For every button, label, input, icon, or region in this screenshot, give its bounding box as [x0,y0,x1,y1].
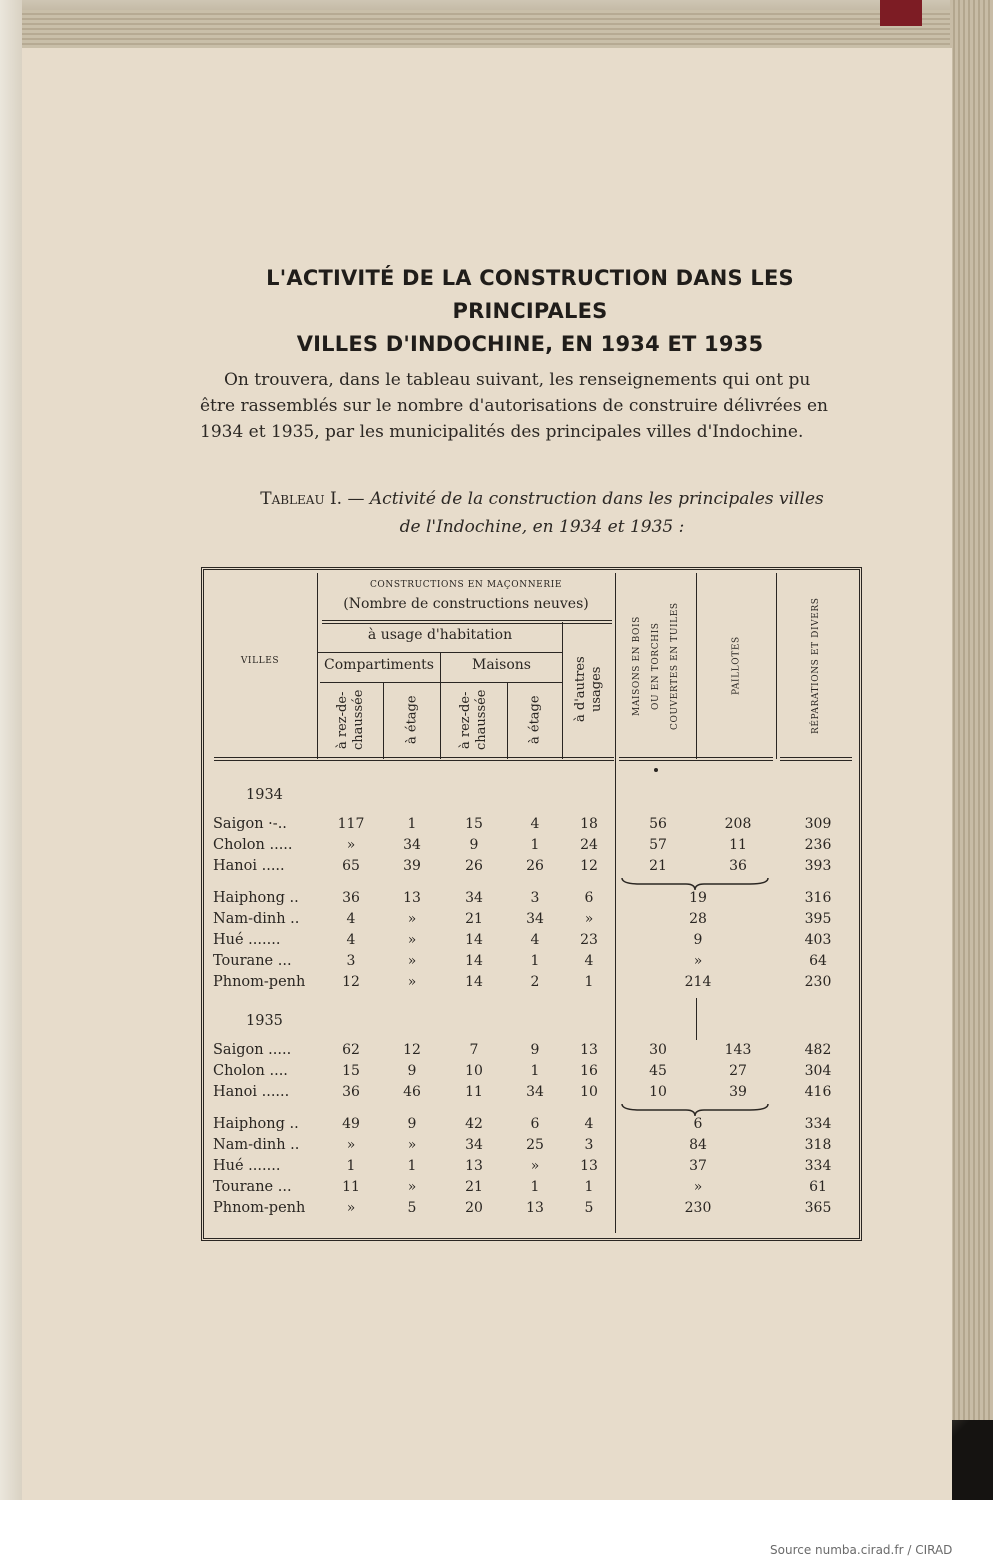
table-cell-m-rdc: 42 [465,1116,483,1132]
table-cell-c-et: 5 [407,1200,417,1216]
leader-dots: .. [285,1137,300,1153]
caption-text-2: de l'Indochine, en 1934 et 1935 : [399,517,685,537]
header-reparations: RÉPARATIONS ET DIVERS [811,597,821,735]
city-name [213,890,299,906]
caption-text: Activité de la construction dans les principales villes [369,489,824,509]
table-cell-m-et: » [530,1158,540,1174]
city-label: Tourane [213,953,274,969]
table-cell-m-et: 1 [530,953,540,969]
table-cell-rep: 395 [804,911,832,927]
city-label: Hanoi [213,1084,257,1100]
table-cell-m-rdc: 34 [465,1137,483,1153]
city-name [213,911,299,927]
table-cell-c-rdc: 36 [342,890,360,906]
table-cell-m-et: 4 [530,932,540,948]
header-comp-etage: à étage [404,695,420,745]
table-cell-c-rdc: 36 [342,1084,360,1100]
table-cell-bois: 21 [649,858,667,874]
table-cell-autres: 18 [580,816,598,832]
table-cell-m-et: 25 [526,1137,544,1153]
rule [318,652,562,653]
table-cell-m-rdc: 11 [465,1084,483,1100]
table-cell-paill: 11 [729,837,747,853]
city-name [213,816,287,832]
city-name [213,953,292,969]
table-cell-m-rdc: 14 [465,974,483,990]
table-cell-m-et: 1 [530,1063,540,1079]
table-cell-m-et: 3 [530,890,540,906]
table-cell-c-et: » [407,1137,417,1153]
intro-paragraph [200,367,862,445]
table-cell-c-et: 46 [403,1084,421,1100]
table-cell-rep: 236 [804,837,832,853]
city-label: Hanoi [213,858,257,874]
table-cell-rep: 482 [804,1042,832,1058]
table-cell-merged: 28 [689,911,707,927]
city-label: Hué [213,932,244,948]
table-cell-autres: 23 [580,932,598,948]
table-cell-rep: 230 [804,974,832,990]
leader-dots: ....... [243,1158,281,1174]
table-cell-c-et: 9 [407,1063,417,1079]
header-mais-etage: à étage [527,695,543,745]
city-label: Cholon [213,1063,265,1079]
leader-dots: .... [264,1063,288,1079]
leader-dots: ..... [264,837,293,853]
brace-mark [620,876,770,892]
city-name [213,858,285,874]
source-credit: Source numba.cirad.fr / CIRAD [770,1543,953,1557]
table-cell-autres: 13 [580,1042,598,1058]
city-label: Saigon [213,816,264,832]
rule [214,757,614,761]
table-cell-c-rdc: 49 [342,1116,360,1132]
table-cell-m-rdc: 10 [465,1063,483,1079]
table-cell-merged: 6 [693,1116,703,1132]
table-cell-rep: 304 [804,1063,832,1079]
year-heading: 1935 [246,1013,283,1029]
table-cell-rep: 393 [804,858,832,874]
table-cell-m-rdc: 9 [469,837,479,853]
city-label: Cholon [213,837,265,853]
table-cell-m-rdc: 21 [465,911,483,927]
table-cell-rep: 334 [804,1158,832,1174]
table-cell-rep: 61 [809,1179,827,1195]
table-cell-autres: 4 [584,953,594,969]
table-cell-c-rdc: » [346,837,356,853]
table-cell-c-et: » [407,953,417,969]
page-title [190,262,870,361]
city-name [213,1137,299,1153]
table-cell-m-et: 34 [526,1084,544,1100]
city-name [213,1084,289,1100]
ink-dot [654,768,658,772]
city-name [213,974,305,990]
header-autres-usages: à d'autres usages [573,656,604,722]
table-cell-c-rdc: 117 [337,816,365,832]
table-cell-rep: 416 [804,1084,832,1100]
table-cell-c-rdc: 1 [346,1158,356,1174]
table-cell-c-et: 1 [407,816,417,832]
table-cell-c-rdc: 62 [342,1042,360,1058]
table-cell-autres: 5 [584,1200,594,1216]
table-cell-autres: 1 [584,974,594,990]
city-label: Hué [213,1158,244,1174]
header-maconnerie: CONSTRUCTIONS EN MAÇONNERIE [369,580,563,590]
rule [320,682,562,683]
table-cell-autres: 24 [580,837,598,853]
caption-label: Tableau I. — [260,489,365,509]
rule [780,757,852,761]
table-cell-rep: 403 [804,932,832,948]
table-cell-c-et: 12 [403,1042,421,1058]
header-comp-rdc: à rez-de-chaussée [335,689,366,751]
year-heading: 1934 [246,787,283,803]
table-cell-autres: 4 [584,1116,594,1132]
city-label: Nam-dinh [213,911,286,927]
table-cell-m-et: 13 [526,1200,544,1216]
table-cell-c-rdc: 3 [346,953,356,969]
table-cell-rep: 309 [804,816,832,832]
city-label: Haiphong [213,1116,285,1132]
leader-dots: ....... [243,932,281,948]
table-cell-c-et: » [407,911,417,927]
rule [696,998,697,1040]
table-cell-c-et: 34 [403,837,421,853]
table-cell-m-rdc: 21 [465,1179,483,1195]
city-name [213,1063,288,1079]
table-cell-merged: 19 [689,890,707,906]
city-label: Saigon [213,1042,264,1058]
table-cell-paill: 36 [729,858,747,874]
table-cell-autres: 1 [584,1179,594,1195]
city-name [213,1116,299,1132]
leader-dots: ... [273,953,292,969]
table-cell-merged: » [693,1179,703,1195]
table-cell-paill: 27 [729,1063,747,1079]
header-villes: VILLES [240,656,280,666]
rule [619,757,773,761]
table-cell-c-et: » [407,1179,417,1195]
table-cell-m-et: 6 [530,1116,540,1132]
table-cell-rep: 334 [804,1116,832,1132]
intro-line: On trouvera, dans le tableau suivant, les renseignements qui ont pu [224,370,811,390]
table-cell-m-rdc: 20 [465,1200,483,1216]
table-cell-merged: 9 [693,932,703,948]
leader-dots: ·-.. [263,816,287,832]
table-cell-autres: 16 [580,1063,598,1079]
table-cell-c-rdc: 4 [346,911,356,927]
table-cell-m-et: 1 [530,837,540,853]
table-cell-c-rdc: » [346,1137,356,1153]
table-cell-merged: 37 [689,1158,707,1174]
title-line-1: L'ACTIVITÉ DE LA CONSTRUCTION DANS LES PRINCIPALES [266,266,794,323]
table-cell-c-rdc: 12 [342,974,360,990]
table-cell-merged: 230 [684,1200,712,1216]
table-cell-m-et: 34 [526,911,544,927]
table-cell-merged: 214 [684,974,712,990]
table-caption [212,485,872,541]
table-cell-c-rdc: » [346,1200,356,1216]
table-cell-bois: 56 [649,816,667,832]
city-label: Haiphong [213,890,285,906]
city-name [213,932,280,948]
city-name [213,1158,280,1174]
header-paillotes: PAILLOTES [731,636,742,696]
table-cell-paill: 39 [729,1084,747,1100]
header-compartiments: Compartiments [324,657,434,673]
leader-dots: ..... [257,858,285,874]
table-cell-paill: 143 [724,1042,752,1058]
table-cell-bois: 45 [649,1063,667,1079]
city-name [213,1179,292,1195]
table-cell-m-rdc: 7 [469,1042,479,1058]
city-label: Phnom-penh [213,1200,306,1216]
rule [615,573,616,1233]
table-cell-c-et: » [407,932,417,948]
table-cell-rep: 318 [804,1137,832,1153]
table-cell-autres: 6 [584,890,594,906]
table-cell-m-et: 2 [530,974,540,990]
intro-line: être rassemblés sur le nombre d'autorisations de construire délivrées en [200,396,828,416]
table-cell-rep: 365 [804,1200,832,1216]
leader-dots: ..... [263,1042,292,1058]
table-cell-m-et: 1 [530,1179,540,1195]
table-cell-rep: 64 [809,953,827,969]
leader-dots: .. [285,911,300,927]
header-maisons-bois: MAISONS EN BOIS OU EN TORCHIS COUVERTES EN TUILES [632,602,680,730]
leader-dots: ...... [257,1084,290,1100]
table-cell-c-et: 13 [403,890,421,906]
city-name [213,1200,305,1216]
table-cell-rep: 316 [804,890,832,906]
table-cell-m-rdc: 14 [465,932,483,948]
table-cell-bois: 30 [649,1042,667,1058]
intro-line: 1934 et 1935, par les municipalités des principales villes d'Indochine. [200,422,804,442]
leader-dots: .. [284,890,299,906]
table-cell-c-rdc: 4 [346,932,356,948]
table-cell-m-et: 4 [530,816,540,832]
table-cell-autres: 10 [580,1084,598,1100]
city-name [213,837,293,853]
table-cell-paill: 208 [724,816,752,832]
table-cell-c-et: » [407,974,417,990]
table-cell-c-et: 1 [407,1158,417,1174]
table-cell-m-et: 9 [530,1042,540,1058]
table-cell-autres: » [584,911,594,927]
table-cell-autres: 3 [584,1137,594,1153]
table-cell-bois: 57 [649,837,667,853]
table-cell-m-rdc: 34 [465,890,483,906]
brace-mark [620,1102,770,1118]
city-label: Tourane [213,1179,274,1195]
table-cell-merged: » [693,953,703,969]
header-mais-rdc: à rez-de-chaussée [458,689,489,751]
table-cell-autres: 12 [580,858,598,874]
table-cell-c-et: 9 [407,1116,417,1132]
header-habitation: à usage d'habitation [367,627,513,643]
table-cell-c-et: 39 [403,858,421,874]
table-cell-m-et: 26 [526,858,544,874]
header-maisons: Maisons [472,657,531,673]
table-cell-m-rdc: 13 [465,1158,483,1174]
city-label: Phnom-penh [213,974,306,990]
city-name [213,1042,291,1058]
table-cell-c-rdc: 15 [342,1063,360,1079]
table-cell-m-rdc: 15 [465,816,483,832]
table-cell-autres: 13 [580,1158,598,1174]
leader-dots: .. [284,1116,299,1132]
title-line-2: VILLES D'INDOCHINE, EN 1934 ET 1935 [296,332,764,356]
header-maconnerie-sub: (Nombre de constructions neuves) [343,596,589,612]
table-cell-c-rdc: 65 [342,858,360,874]
city-label: Nam-dinh [213,1137,286,1153]
leader-dots: ... [273,1179,292,1195]
table-cell-bois: 10 [649,1084,667,1100]
table-cell-m-rdc: 14 [465,953,483,969]
table-cell-merged: 84 [689,1137,707,1153]
table-cell-c-rdc: 11 [342,1179,360,1195]
table-cell-m-rdc: 26 [465,858,483,874]
